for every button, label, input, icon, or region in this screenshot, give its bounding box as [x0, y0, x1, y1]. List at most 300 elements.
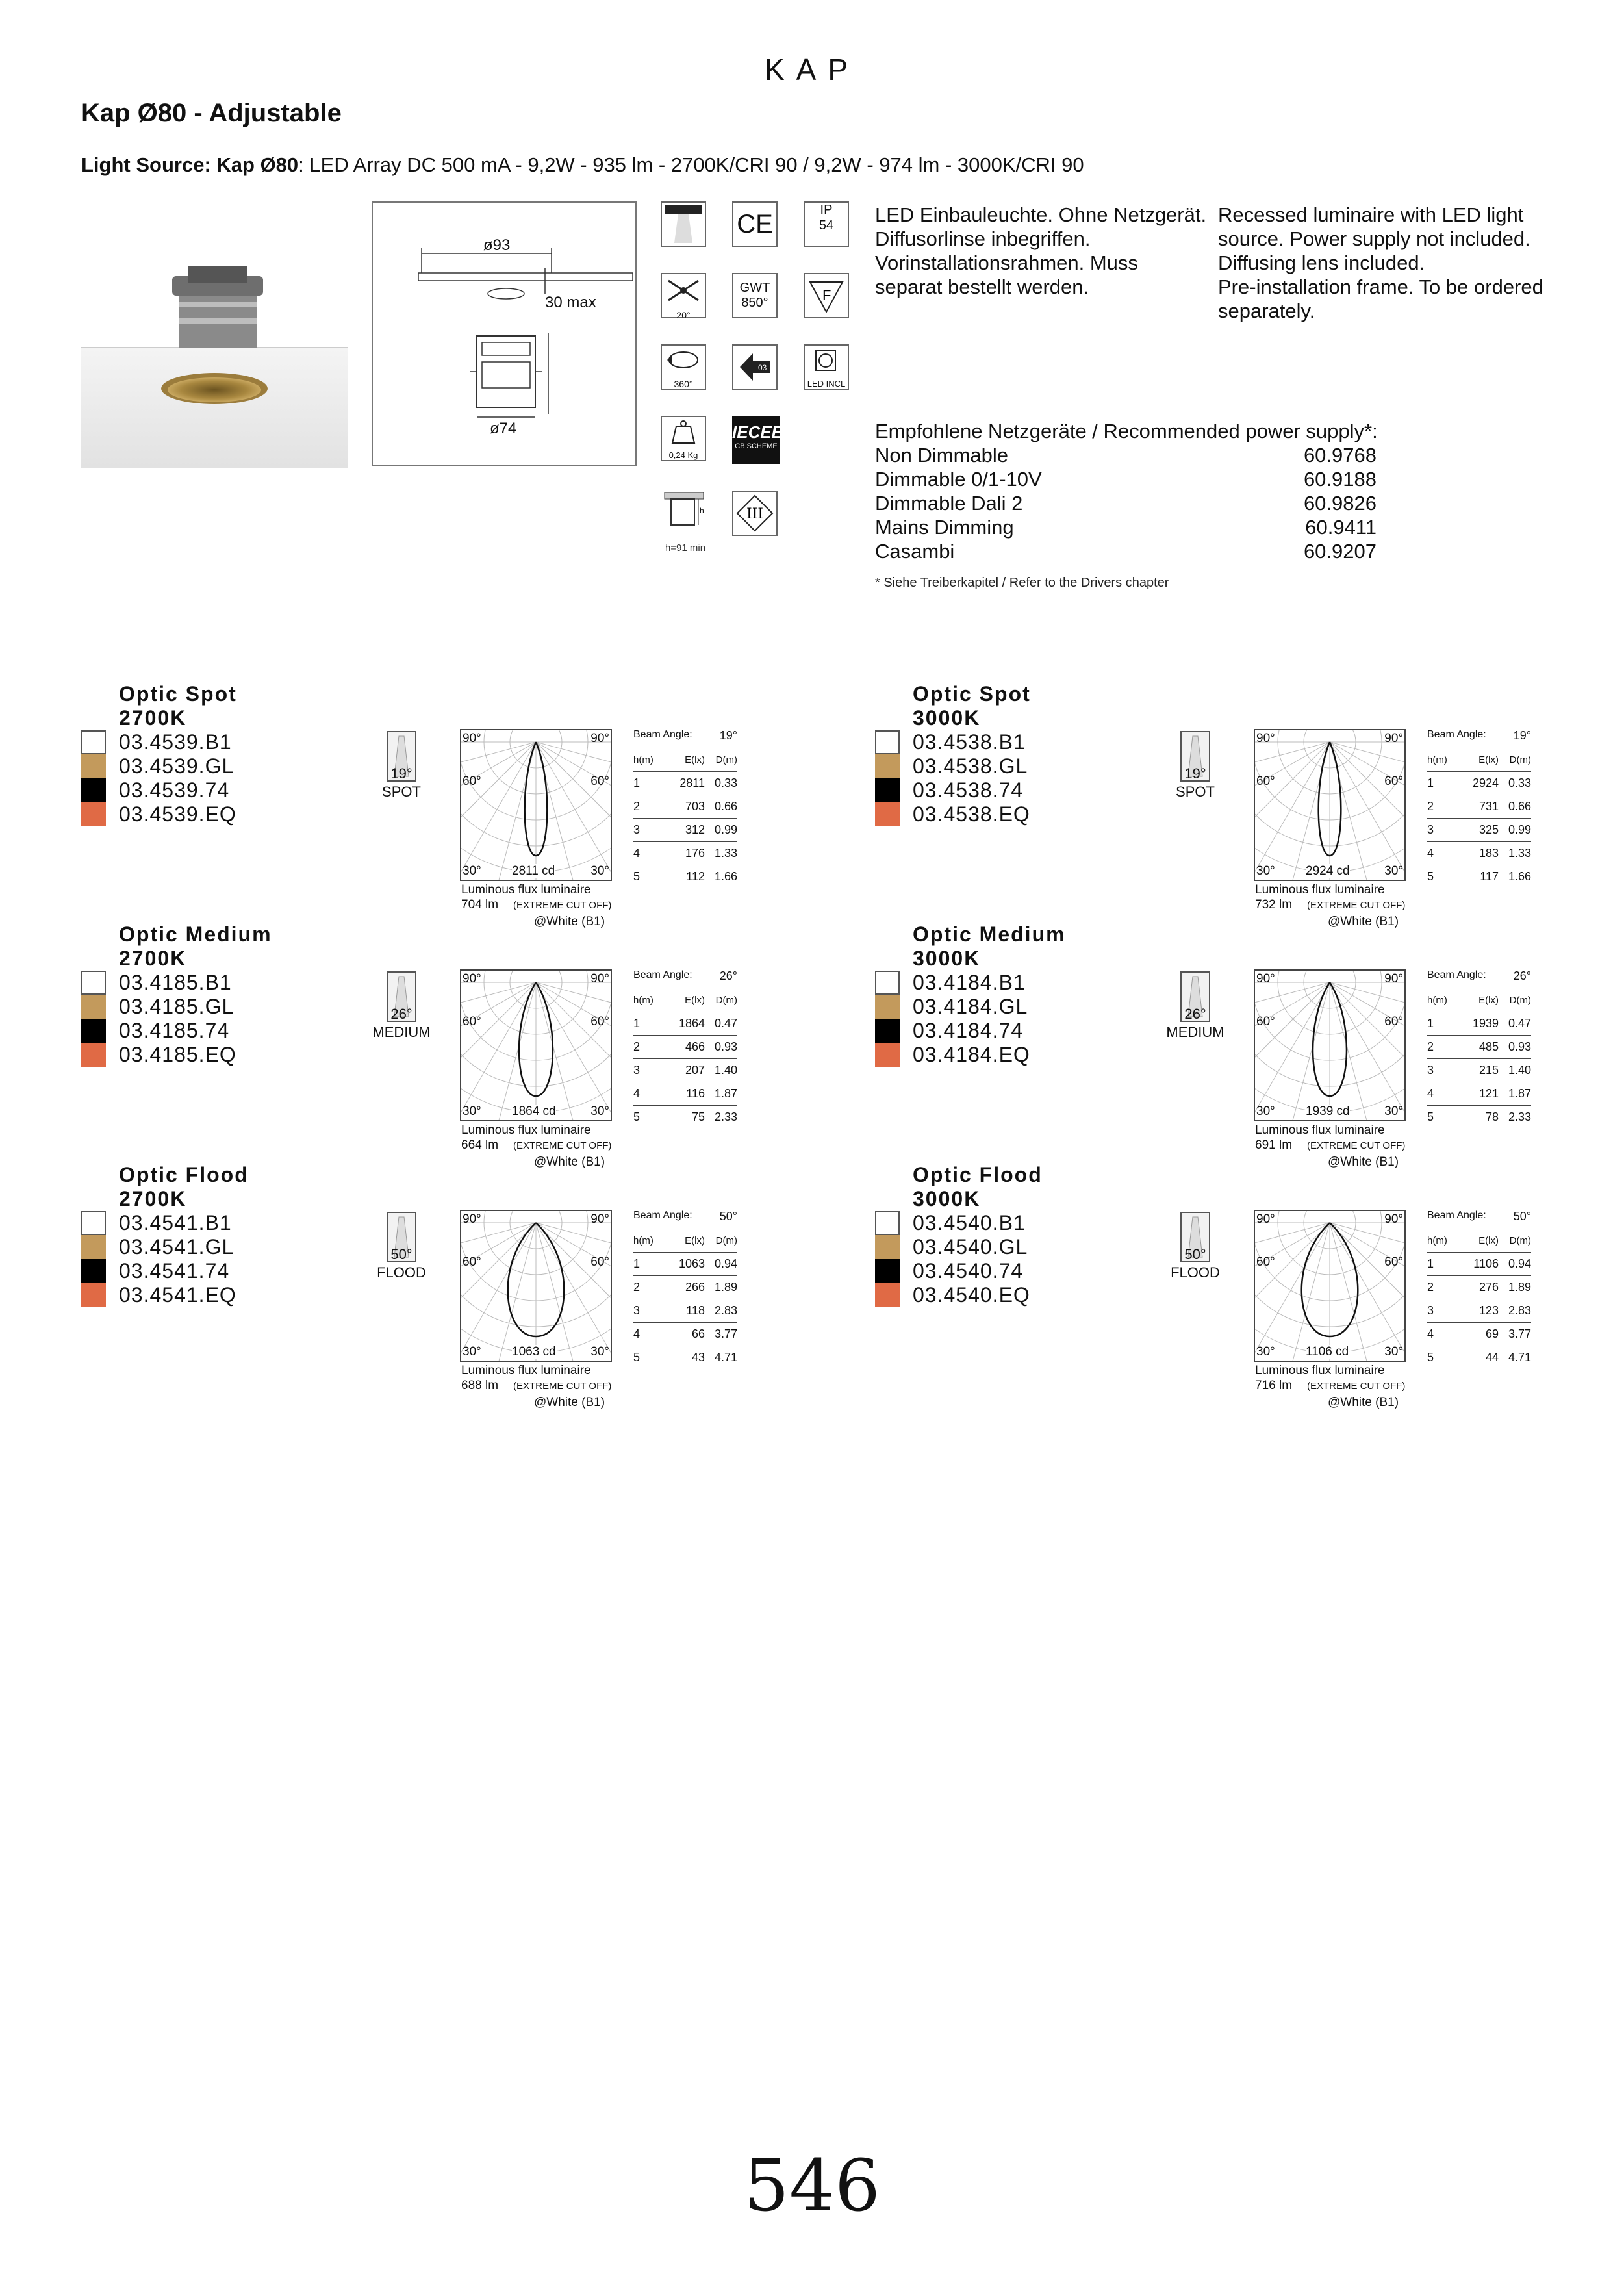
variant-row	[81, 802, 236, 826]
cutoff-label: (EXTREME CUT OFF)	[513, 1140, 612, 1151]
cell-e: 731	[1478, 800, 1499, 813]
angle-label: 90°	[1384, 1212, 1403, 1226]
col-header: D(m)	[715, 995, 737, 1006]
cell-h: 5	[1427, 1351, 1434, 1364]
cell-d: 0.47	[714, 1017, 737, 1030]
cell-e: 176	[685, 847, 705, 860]
beam-angle-label: Beam Angle:	[633, 729, 692, 740]
variant-row	[875, 778, 1023, 802]
cell-d: 0.66	[1508, 800, 1531, 813]
variant-row	[875, 995, 1028, 1019]
optic-cct: 3000K	[913, 947, 981, 970]
cell-h: 2	[1427, 800, 1434, 813]
cutoff-label: (EXTREME CUT OFF)	[1307, 900, 1406, 911]
rotation-value: 360°	[674, 379, 693, 389]
white-label: @White (B1)	[534, 915, 605, 928]
photometric-table	[1427, 1210, 1531, 1369]
cell-e: 78	[1485, 1110, 1499, 1123]
table-header	[633, 748, 737, 772]
cell-e: 266	[685, 1281, 705, 1294]
cell-h: 1	[1427, 776, 1434, 789]
optic-cct: 2700K	[119, 1187, 187, 1210]
flux-value: 732 lm	[1255, 898, 1293, 912]
cell-e: 2924	[1472, 776, 1499, 789]
angle-label: 30°	[1384, 1345, 1403, 1359]
angle-label: 30°	[1384, 864, 1403, 878]
optic-block	[81, 682, 796, 928]
angle-label: 60°	[463, 1255, 481, 1269]
white-label: @White (B1)	[534, 1155, 605, 1169]
cell-e: 44	[1485, 1351, 1499, 1364]
cell-h: 5	[1427, 870, 1434, 883]
ps-code: 60.9411	[1305, 516, 1377, 539]
polar-grid	[1255, 971, 1404, 1120]
ip-label: IP	[805, 203, 848, 218]
ps-name: Non Dimmable	[875, 444, 1009, 466]
finish-swatch	[875, 1211, 900, 1235]
iecee-label: IECEE	[732, 422, 783, 442]
cell-d: 0.47	[1508, 1017, 1531, 1030]
cell-h: 5	[1427, 1110, 1434, 1123]
cell-e: 485	[1478, 1040, 1499, 1053]
tilt-value: 20°	[676, 310, 691, 320]
ps-code: 60.9768	[1303, 444, 1377, 466]
cell-e: 1939	[1472, 1017, 1499, 1030]
white-label: @White (B1)	[534, 1396, 605, 1409]
col-header: h(m)	[633, 1235, 653, 1246]
angle-label: 60°	[1256, 774, 1275, 788]
table-row	[1427, 1059, 1531, 1082]
table-row	[633, 1323, 737, 1346]
variant-row	[81, 1019, 229, 1043]
optic-cct: 2700K	[119, 706, 187, 730]
optic-block	[875, 682, 1590, 928]
article-code: 03.4538.B1	[913, 730, 1026, 754]
article-code: 03.4184.EQ	[913, 1043, 1030, 1066]
cell-h: 1	[633, 1257, 641, 1270]
article-code: 03.4540.GL	[913, 1235, 1028, 1258]
flux-label: Luminous flux luminaire	[461, 883, 591, 897]
light-source-label: Light Source: Kap Ø80	[81, 153, 299, 176]
angle-label: 30°	[1256, 1345, 1275, 1359]
optic-cct: 2700K	[119, 947, 187, 970]
table-row	[633, 819, 737, 842]
variant-row	[81, 1259, 229, 1283]
col-header: E(lx)	[685, 995, 705, 1006]
col-header: D(m)	[715, 754, 737, 765]
power-supply-row	[875, 491, 1377, 515]
angle-label: 60°	[463, 1015, 481, 1028]
beam-degree: 26°	[390, 1006, 412, 1022]
angle-label: 90°	[590, 972, 609, 986]
f-mark-icon	[804, 273, 849, 318]
cell-h: 5	[633, 870, 641, 883]
variant-row	[81, 1211, 232, 1235]
optic-name: Optic Spot	[913, 682, 1031, 706]
optic-block	[875, 923, 1590, 1169]
flux-label: Luminous flux luminaire	[461, 1123, 591, 1137]
article-code: 03.4541.B1	[119, 1211, 232, 1234]
finish-swatch	[81, 1235, 106, 1259]
cell-d: 1.33	[714, 847, 737, 860]
beam-angle-row	[1427, 1210, 1531, 1229]
cell-d: 0.33	[1508, 776, 1531, 789]
cell-h: 2	[633, 800, 641, 813]
cell-d: 0.93	[714, 1040, 737, 1053]
cell-d: 1.66	[1508, 870, 1531, 883]
angle-label: 90°	[1256, 732, 1275, 745]
table-row	[1427, 842, 1531, 865]
cell-d: 2.33	[714, 1110, 737, 1123]
finish-swatch	[81, 1019, 106, 1043]
article-code: 03.4184.B1	[913, 971, 1026, 994]
angle-label: 60°	[590, 1255, 609, 1269]
flux-value: 716 lm	[1255, 1379, 1293, 1392]
variant-row	[81, 1283, 236, 1307]
cell-d: 4.71	[1508, 1351, 1531, 1364]
iecee-sub: CB SCHEME	[735, 442, 778, 450]
article-code: 03.4539.74	[119, 778, 230, 802]
cell-d: 1.87	[1508, 1087, 1531, 1100]
ip-value: 54	[818, 218, 834, 233]
dimension-drawing	[372, 201, 637, 466]
cell-e: 703	[685, 800, 705, 813]
flux-label: Luminous flux luminaire	[1255, 883, 1385, 897]
cell-e: 121	[1478, 1087, 1499, 1100]
table-row	[633, 842, 737, 865]
beam-angle-row	[633, 1210, 737, 1229]
cell-d: 0.66	[714, 800, 737, 813]
beam-angle-label: Beam Angle:	[633, 969, 692, 980]
table-row	[1427, 865, 1531, 888]
peak-intensity: 1063 cd	[512, 1345, 556, 1359]
cell-d: 2.83	[714, 1304, 737, 1317]
cell-h: 5	[633, 1110, 641, 1123]
iecee-icon	[732, 416, 783, 464]
cell-h: 4	[633, 1087, 641, 1100]
power-supply-block	[875, 419, 1378, 595]
table-row	[1427, 1036, 1531, 1059]
optic-block	[875, 1163, 1590, 1409]
polar-diagram	[460, 729, 612, 881]
optic-block	[81, 923, 796, 1169]
flux-label: Luminous flux luminaire	[1255, 1364, 1385, 1377]
optic-name: Optic Spot	[119, 682, 237, 706]
power-supply-row	[875, 539, 1377, 563]
article-code: 03.4539.EQ	[119, 802, 236, 826]
beam-type-label: FLOOD	[1171, 1264, 1220, 1281]
finish-swatch	[875, 802, 900, 826]
beam-angle-row	[633, 729, 737, 748]
angle-label: 30°	[463, 864, 481, 878]
cell-h: 4	[1427, 1327, 1434, 1340]
weight-value: 0,24 Kg	[668, 450, 698, 460]
table-header	[1427, 748, 1531, 772]
table-header	[633, 989, 737, 1012]
cell-h: 2	[1427, 1040, 1434, 1053]
beam-angle-value: 19°	[1513, 729, 1531, 742]
table-header	[1427, 1229, 1531, 1253]
table-row	[1427, 1276, 1531, 1299]
beam-type-label: MEDIUM	[372, 1024, 431, 1040]
variant-row	[875, 1283, 1030, 1307]
article-code: 03.4185.74	[119, 1019, 230, 1042]
drivers-note: * Siehe Treiberkapitel / Refer to the Drivers chapter	[875, 576, 1169, 590]
photometric-table	[1427, 729, 1531, 888]
article-code: 03.4539.B1	[119, 730, 232, 754]
cell-h: 3	[633, 1064, 641, 1077]
finish-swatch	[81, 802, 106, 826]
cell-d: 0.93	[1508, 1040, 1531, 1053]
beam-type-label: MEDIUM	[1166, 1024, 1224, 1040]
photometric-table	[633, 1210, 737, 1369]
polar-diagram	[1254, 1210, 1406, 1362]
article-code: 03.4185.B1	[119, 971, 232, 994]
article-code: 03.4540.B1	[913, 1211, 1026, 1234]
polar-grid	[461, 971, 611, 1120]
variant-row	[875, 730, 1026, 754]
beam-type-label: SPOT	[1176, 784, 1215, 800]
table-row	[1427, 1346, 1531, 1369]
finish-swatch	[875, 1283, 900, 1307]
beam-angle-value: 26°	[1513, 969, 1531, 982]
photometric-table	[633, 729, 737, 888]
angle-label: 60°	[1384, 1255, 1403, 1269]
beam-angle-label: Beam Angle:	[633, 1210, 692, 1221]
beam-type-label: FLOOD	[377, 1264, 426, 1281]
cell-d: 0.99	[1508, 823, 1531, 836]
beam-degree: 19°	[1184, 765, 1206, 782]
finish-swatch	[875, 1019, 900, 1043]
energy-class-icon	[732, 344, 778, 390]
article-code: 03.4538.GL	[913, 754, 1028, 778]
cell-d: 1.33	[1508, 847, 1531, 860]
table-row	[1427, 1012, 1531, 1036]
cutoff-label: (EXTREME CUT OFF)	[513, 900, 612, 911]
angle-label: 60°	[1384, 774, 1403, 788]
cell-e: 69	[1485, 1327, 1499, 1340]
article-code: 03.4184.GL	[913, 995, 1028, 1018]
variant-row	[875, 1259, 1023, 1283]
cell-h: 1	[633, 1017, 641, 1030]
optic-name: Optic Medium	[119, 923, 272, 946]
cell-e: 2811	[679, 776, 705, 789]
angle-label: 30°	[1256, 1105, 1275, 1118]
beam-angle-label: Beam Angle:	[1427, 729, 1486, 740]
cell-h: 2	[633, 1281, 641, 1294]
finish-swatch	[81, 1211, 106, 1235]
article-code: 03.4540.EQ	[913, 1283, 1030, 1307]
ps-code: 60.9207	[1303, 540, 1377, 563]
finish-swatch	[875, 754, 900, 778]
description-line: Vorinstallationsrahmen. Muss	[875, 251, 1138, 274]
white-label: @White (B1)	[1328, 915, 1399, 928]
optic-block	[81, 1163, 796, 1409]
product-photo	[81, 188, 348, 468]
optic-name: Optic Flood	[913, 1163, 1043, 1186]
variant-row	[81, 995, 234, 1019]
beam-angle-row	[1427, 969, 1531, 989]
cell-e: 466	[685, 1040, 705, 1053]
class-iii-icon	[732, 491, 778, 536]
finish-swatch	[81, 754, 106, 778]
cell-h: 4	[1427, 847, 1434, 860]
ps-name: Mains Dimming	[875, 516, 1014, 539]
ps-name: Dimmable 0/1-10V	[875, 468, 1042, 491]
cell-h: 3	[1427, 1064, 1434, 1077]
description-line: Diffusing lens included.	[1218, 251, 1425, 274]
angle-label: 60°	[590, 774, 609, 788]
power-supply-row	[875, 467, 1377, 491]
article-code: 03.4538.EQ	[913, 802, 1030, 826]
brand-title: KAP	[764, 53, 860, 86]
ps-name: Casambi	[875, 540, 955, 563]
polar-grid	[1255, 730, 1404, 880]
polar-grid	[461, 1211, 611, 1361]
angle-label: 90°	[463, 972, 481, 986]
angle-label: 30°	[590, 1105, 609, 1118]
flux-value: 691 lm	[1255, 1138, 1293, 1152]
optic-name: Optic Flood	[119, 1163, 249, 1186]
cell-e: 75	[691, 1110, 705, 1123]
finish-swatch	[81, 1259, 106, 1283]
optic-name: Optic Medium	[913, 923, 1066, 946]
beam-degree: 19°	[390, 765, 412, 782]
rotation-icon	[661, 344, 706, 390]
variant-row	[81, 1235, 234, 1259]
cell-h: 3	[1427, 823, 1434, 836]
cell-h: 3	[633, 1304, 641, 1317]
gwt-label: GWT	[739, 281, 770, 295]
finish-swatch	[81, 971, 106, 995]
angle-label: 90°	[463, 732, 481, 745]
angle-label: 90°	[590, 1212, 609, 1226]
table-row	[633, 1106, 737, 1129]
angle-label: 60°	[463, 774, 481, 788]
ip-rating-icon	[804, 201, 849, 247]
angle-label: 90°	[1256, 972, 1275, 986]
col-header: h(m)	[1427, 754, 1447, 765]
cell-e: 1106	[1473, 1257, 1499, 1270]
article-code: 03.4184.74	[913, 1019, 1024, 1042]
cell-e: 276	[1478, 1281, 1499, 1294]
table-row	[1427, 819, 1531, 842]
angle-label: 60°	[1384, 1015, 1403, 1028]
description-line: source. Power supply not included.	[1218, 227, 1530, 250]
table-row	[633, 1299, 737, 1323]
table-row	[633, 795, 737, 819]
angle-label: 30°	[463, 1345, 481, 1359]
col-header: D(m)	[715, 1235, 737, 1246]
bottom-diameter: ø74	[490, 420, 517, 437]
finish-swatch	[875, 1043, 900, 1067]
white-label: @White (B1)	[1328, 1155, 1399, 1169]
cell-e: 207	[685, 1064, 705, 1077]
angle-label: 90°	[1384, 732, 1403, 745]
polar-diagram	[1254, 969, 1406, 1121]
angle-label: 90°	[590, 732, 609, 745]
finish-swatch	[875, 995, 900, 1019]
variant-row	[81, 754, 234, 778]
description-en	[1218, 203, 1543, 323]
cell-d: 1.87	[714, 1087, 737, 1100]
variant-row	[81, 730, 232, 754]
peak-intensity: 2924 cd	[1306, 864, 1350, 878]
finish-swatch	[875, 1259, 900, 1283]
variant-row	[875, 1235, 1028, 1259]
table-row	[633, 772, 737, 795]
max-depth: 30 max	[545, 294, 596, 311]
cell-d: 0.99	[714, 823, 737, 836]
variant-row	[81, 778, 229, 802]
cell-d: 1.40	[714, 1064, 737, 1077]
cell-e: 118	[686, 1304, 705, 1317]
col-header: h(m)	[633, 754, 653, 765]
cell-e: 325	[1478, 823, 1499, 836]
angle-label: 30°	[1384, 1105, 1403, 1118]
cell-h: 1	[633, 776, 641, 789]
page-number: 546	[744, 2144, 880, 2227]
cell-e: 123	[1478, 1304, 1499, 1317]
cell-d: 2.33	[1508, 1110, 1531, 1123]
beam-angle-label: Beam Angle:	[1427, 1210, 1486, 1221]
cutoff-label: (EXTREME CUT OFF)	[1307, 1381, 1406, 1392]
table-header	[633, 1229, 737, 1253]
peak-intensity: 1106 cd	[1306, 1345, 1349, 1359]
cell-h: 4	[633, 1327, 641, 1340]
cell-e: 116	[686, 1087, 705, 1100]
angle-label: 60°	[590, 1015, 609, 1028]
cell-d: 0.33	[714, 776, 737, 789]
table-row	[633, 1346, 737, 1369]
table-row	[1427, 772, 1531, 795]
optic-cct: 3000K	[913, 1187, 981, 1210]
beam-angle-value: 50°	[719, 1210, 737, 1223]
angle-label: 30°	[463, 1105, 481, 1118]
polar-diagram	[460, 969, 612, 1121]
table-row	[633, 1276, 737, 1299]
article-code: 03.4541.74	[119, 1259, 230, 1283]
class-iii-text: III	[746, 506, 764, 522]
description-line: separately.	[1218, 300, 1315, 322]
article-code: 03.4541.EQ	[119, 1283, 236, 1307]
angle-label: 60°	[1256, 1015, 1275, 1028]
led-included-icon	[804, 344, 849, 390]
table-header	[1427, 989, 1531, 1012]
ps-code: 60.9188	[1303, 468, 1377, 491]
power-supply-row	[875, 515, 1377, 539]
cell-e: 1063	[678, 1257, 705, 1270]
photometric-table	[633, 969, 737, 1129]
product-title: Kap Ø80 - Adjustable	[81, 99, 342, 127]
col-header: D(m)	[1509, 1235, 1531, 1246]
cell-d: 0.94	[714, 1257, 737, 1270]
polar-grid	[461, 730, 611, 880]
optic-cct: 3000K	[913, 706, 981, 730]
angle-label: 90°	[1256, 1212, 1275, 1226]
table-row	[1427, 1106, 1531, 1129]
beam-type-label: SPOT	[382, 784, 421, 800]
ce-mark-text: CE	[737, 210, 773, 238]
col-header: D(m)	[1509, 754, 1531, 765]
gwt-value: 850°	[741, 296, 768, 310]
cell-d: 3.77	[714, 1327, 737, 1340]
cell-h: 1	[1427, 1257, 1434, 1270]
finish-swatch	[81, 730, 106, 754]
article-code: 03.4185.GL	[119, 995, 235, 1018]
beam-degree: 26°	[1184, 1006, 1206, 1022]
angle-label: 60°	[1256, 1255, 1275, 1269]
